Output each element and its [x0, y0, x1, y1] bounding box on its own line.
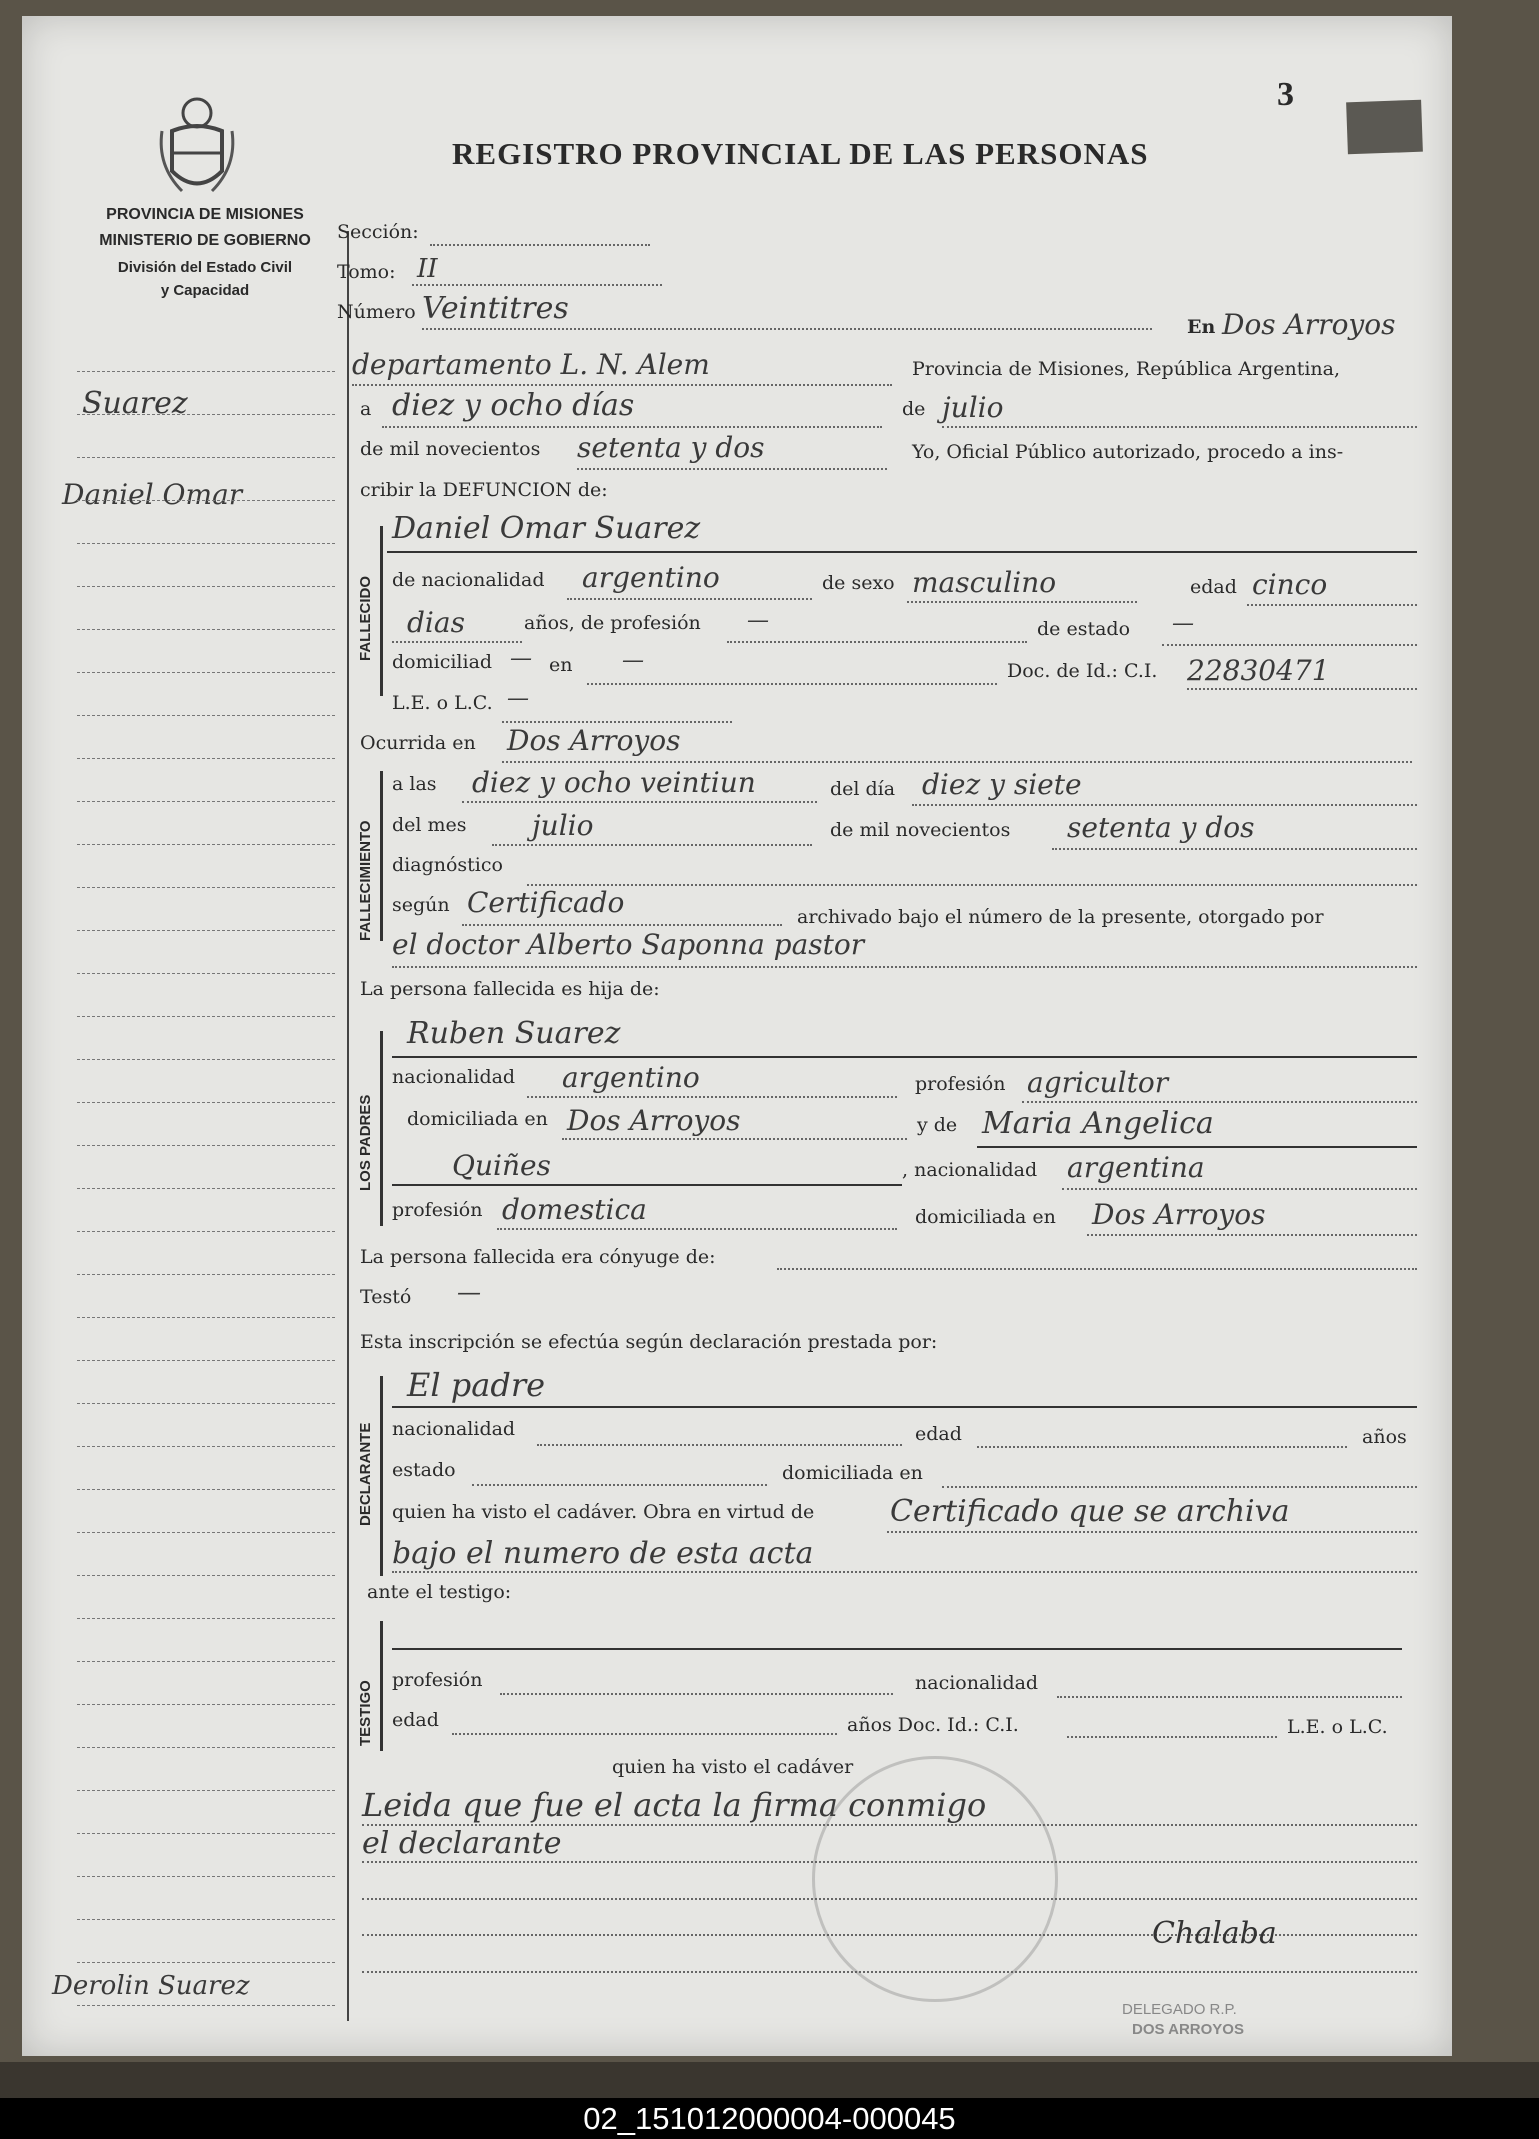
value-sexo: masculino — [912, 566, 1057, 599]
value-padre-domicilio: Dos Arroyos — [567, 1104, 741, 1137]
field-departamento — [352, 384, 892, 386]
label-del-mes: del mes — [392, 814, 467, 836]
value-dia: diez y ocho días — [392, 388, 635, 423]
label-profesion-padre: profesión — [915, 1073, 1006, 1095]
margin-rule-line — [77, 629, 335, 630]
label-de: de — [902, 398, 926, 420]
value-numero: Veintitres — [422, 291, 569, 326]
field-profesion-testigo — [500, 1693, 893, 1695]
label-estado-declarante: estado — [392, 1459, 456, 1481]
division-line-2: y Capacidad — [160, 282, 250, 299]
bracket-testigo — [380, 1621, 387, 1751]
value-lugar: Dos Arroyos — [1222, 308, 1396, 341]
field-madre-apellido — [392, 1184, 902, 1186]
field-padre-profesion — [1022, 1101, 1417, 1103]
value-anio: setenta y dos — [577, 431, 765, 464]
corner-stamp — [1346, 100, 1423, 155]
value-tomo: II — [417, 254, 438, 284]
field-obra-virtud-2 — [392, 1571, 1417, 1573]
label-de-nacionalidad: de nacionalidad — [392, 569, 545, 591]
field-madre-domicilio — [1087, 1234, 1417, 1236]
value-nacionalidad: argentino — [582, 561, 720, 594]
document-page — [22, 16, 1452, 2056]
page-number: 3 — [1277, 76, 1294, 113]
label-a-las: a las — [392, 773, 437, 795]
margin-rule-line — [77, 1661, 335, 1662]
division-line-1: División del Estado Civil — [117, 259, 293, 276]
page-title: REGISTRO PROVINCIAL DE LAS PERSONAS — [452, 136, 1149, 171]
value-mes-muerte: julio — [532, 809, 594, 842]
margin-rule-line — [77, 371, 335, 372]
margin-rule-line — [77, 844, 335, 845]
bracket-padres — [380, 1031, 387, 1226]
value-padre-nacionalidad: argentino — [562, 1061, 700, 1094]
label-de-mil: de mil novecientos — [360, 438, 541, 460]
label-y-de: y de — [917, 1114, 958, 1136]
margin-rule-line — [77, 457, 335, 458]
section-declarante: DECLARANTE — [357, 1422, 374, 1526]
field-nacionalidad — [567, 598, 812, 600]
field-estado — [1162, 644, 1417, 646]
field-madre — [977, 1146, 1417, 1148]
ministry-name: MINISTERIO DE GOBIERNO — [99, 232, 311, 249]
field-padre-nacionalidad — [527, 1096, 897, 1098]
field-profesion — [727, 641, 1027, 643]
value-madre-profesion: domestica — [502, 1193, 647, 1226]
label-en-domicilio: en — [549, 654, 573, 676]
section-fallecido: FALLECIDO — [357, 576, 374, 661]
image-id-footer: 02_151012000004-000045 — [0, 2098, 1539, 2139]
field-dia-muerte — [912, 804, 1417, 806]
label-de-estado: de estado — [1037, 618, 1131, 640]
margin-rule-line — [77, 586, 335, 587]
field-mes-muerte — [492, 844, 812, 846]
label-domiciliada-en-declarante: domiciliada en — [782, 1462, 923, 1484]
value-madre-apellido: Quiñes — [452, 1149, 551, 1182]
label-tomo: Tomo: — [337, 261, 396, 283]
field-padre — [392, 1056, 1417, 1058]
label-nacionalidad-declarante: nacionalidad — [392, 1418, 516, 1440]
official-seal — [812, 1756, 1058, 2002]
field-otorgado-por — [392, 966, 1417, 968]
province-name: PROVINCIA DE MISIONES — [106, 206, 304, 223]
field-le — [502, 721, 732, 723]
margin-rule-line — [77, 930, 335, 931]
value-ci: 22830471 — [1187, 654, 1330, 687]
label-numero: Número — [337, 301, 416, 323]
value-mes: julio — [942, 391, 1004, 424]
field-declarante — [392, 1406, 1417, 1408]
value-madre: Maria Angelica — [982, 1106, 1214, 1141]
label-anos-profesion: años, de profesión — [524, 612, 701, 634]
margin-rule-line — [77, 1059, 335, 1060]
margin-rule-line — [77, 1618, 335, 1619]
value-domicilio-en: — — [622, 648, 644, 673]
label-edad-testigo: edad — [392, 1709, 439, 1731]
field-segun — [462, 924, 782, 926]
margin-rule-line — [77, 1446, 335, 1447]
value-le: — — [507, 686, 529, 711]
margin-rule-line — [77, 1360, 335, 1361]
label-le-lc-testigo: L.E. o L.C. — [1287, 1716, 1388, 1738]
margin-rule-line — [77, 715, 335, 716]
label-cribir: cribir la DEFUNCION de: — [360, 479, 608, 501]
value-estado: — — [1172, 611, 1194, 636]
label-domiciliada-en-padre: domiciliada en — [407, 1108, 548, 1130]
label-ocurrida: Ocurrida en — [360, 732, 476, 754]
scan-bottom-band — [0, 2062, 1539, 2098]
field-seccion — [430, 244, 650, 246]
value-hora: diez y ocho veintiun — [472, 766, 756, 799]
value-madre-domicilio: Dos Arroyos — [1092, 1198, 1266, 1231]
field-testigo-nombre — [392, 1648, 1402, 1650]
margin-surname: Suarez — [82, 386, 188, 421]
margin-rule-line — [77, 1532, 335, 1533]
field-nacionalidad-testigo — [1057, 1696, 1402, 1698]
margin-divider — [347, 231, 349, 2021]
value-segun: Certificado — [467, 886, 625, 919]
field-conyuge — [777, 1268, 1417, 1270]
margin-rule-line — [77, 973, 335, 974]
field-ocurrida — [502, 761, 1412, 763]
value-padre: Ruben Suarez — [407, 1016, 621, 1051]
value-padre-profesion: agricultor — [1027, 1066, 1169, 1099]
margin-rule-line — [77, 1919, 335, 1920]
margin-rule-line — [77, 1102, 335, 1103]
section-testigo: TESTIGO — [357, 1680, 374, 1746]
value-obra-virtud-2: bajo el numero de esta acta — [392, 1536, 814, 1571]
margin-rule-line — [77, 1317, 335, 1318]
field-ci-testigo — [1067, 1736, 1277, 1738]
label-nacionalidad-padre: nacionalidad — [392, 1066, 516, 1088]
field-tomo — [412, 284, 662, 286]
label-profesion-testigo: profesión — [392, 1669, 483, 1691]
margin-rule-line — [77, 1489, 335, 1490]
label-conyuge: La persona fallecida era cónyuge de: — [360, 1246, 716, 1268]
margin-rule-line — [77, 1833, 335, 1834]
label-de-mil-nov: de mil novecientos — [830, 819, 1011, 841]
label-domiciliad: domiciliad — [392, 651, 493, 673]
value-madre-nacionalidad: argentina — [1067, 1151, 1205, 1184]
label-seccion: Sección: — [337, 221, 419, 243]
margin-rule-line — [77, 672, 335, 673]
margin-signature: Derolin Suarez — [52, 1971, 250, 2001]
section-fallecimiento: FALLECIMIENTO — [357, 820, 374, 941]
value-cierre-2: el declarante — [362, 1826, 562, 1861]
value-profesion: — — [747, 608, 769, 633]
official-signature: Chalaba — [1152, 1916, 1277, 1951]
field-madre-profesion — [497, 1228, 897, 1230]
field-domicilio — [587, 683, 997, 685]
bracket-declarante — [380, 1376, 387, 1576]
value-dia-muerte: diez y siete — [922, 768, 1082, 801]
margin-rule-line — [77, 1403, 335, 1404]
label-le-lc: L.E. o L.C. — [392, 692, 493, 714]
label-diagnostico: diagnóstico — [392, 854, 503, 876]
label-coma-nacionalidad: , nacionalidad — [902, 1159, 1038, 1181]
label-de-sexo: de sexo — [822, 572, 895, 594]
label-archivado: archivado bajo el número de la presente, otorgado por — [797, 906, 1324, 928]
field-dia — [382, 426, 882, 428]
margin-rule-line — [77, 414, 335, 415]
margin-given-names: Daniel Omar — [62, 478, 243, 511]
section-los-padres: LOS PADRES — [357, 1094, 374, 1191]
bracket-fallecimiento — [380, 771, 387, 941]
margin-rule-line — [77, 758, 335, 759]
stamp-line-1: DELEGADO R.P. — [1122, 2001, 1237, 2018]
label-profesion-madre: profesión — [392, 1199, 483, 1221]
coat-of-arms-icon — [152, 91, 242, 211]
value-declarante: El padre — [407, 1366, 546, 1404]
margin-rule-line — [77, 1790, 335, 1791]
label-ante-testigo: ante el testigo: — [367, 1581, 512, 1603]
label-del-dia: del día — [830, 778, 896, 800]
field-sexo — [907, 601, 1137, 603]
margin-rule-line — [77, 1231, 335, 1232]
field-nombre — [387, 551, 1417, 553]
margin-rule-line — [77, 1274, 335, 1275]
field-edad-unidad — [392, 641, 522, 643]
margin-rule-line — [77, 543, 335, 544]
value-nombre: Daniel Omar Suarez — [392, 511, 701, 546]
value-anio-muerte: setenta y dos — [1067, 811, 1255, 844]
field-anio-muerte — [1052, 848, 1417, 850]
field-obra-virtud — [887, 1531, 1417, 1533]
margin-rule-line — [77, 1575, 335, 1576]
label-yo-oficial: Yo, Oficial Público autorizado, procedo a ins- — [912, 441, 1344, 463]
label-en: En — [1187, 316, 1216, 338]
label-anos-doc: años Doc. Id.: C.I. — [847, 1714, 1019, 1736]
field-diagnostico — [527, 884, 1417, 886]
field-nacionalidad-declarante — [537, 1444, 902, 1446]
field-hora — [462, 801, 817, 803]
field-edad — [1247, 604, 1417, 606]
field-mes — [942, 426, 1417, 428]
label-a: a — [360, 398, 372, 420]
field-madre-nacionalidad — [1062, 1188, 1417, 1190]
margin-rule-line — [77, 1188, 335, 1189]
label-domiciliada-en-madre: domiciliada en — [915, 1206, 1056, 1228]
margin-rule-line — [77, 887, 335, 888]
stamp-line-2: DOS ARROYOS — [1132, 2021, 1244, 2038]
binding-edge — [0, 0, 22, 2139]
label-edad: edad — [1190, 576, 1237, 598]
margin-rule-line — [77, 500, 335, 501]
value-otorgado-por: el doctor Alberto Saponna pastor — [392, 928, 865, 961]
bracket-fallecido — [380, 526, 387, 696]
label-quien-cadaver: quien ha visto el cadáver. Obra en virtud de — [392, 1501, 815, 1523]
field-edad-declarante — [977, 1446, 1347, 1448]
value-obra-virtud: Certificado que se archiva — [890, 1494, 1290, 1529]
value-edad-unidad: dias — [407, 606, 465, 639]
label-nacionalidad-testigo: nacionalidad — [915, 1672, 1039, 1694]
margin-rule-line — [77, 801, 335, 802]
field-anio — [577, 468, 887, 470]
field-estado-declarante — [472, 1484, 767, 1486]
margin-rule-line — [77, 2005, 335, 2006]
field-edad-testigo — [452, 1733, 837, 1735]
margin-rule-line — [77, 1145, 335, 1146]
field-ci — [1187, 688, 1417, 690]
label-doc-id: Doc. de Id.: C.I. — [1007, 660, 1158, 682]
field-domicilio-declarante — [942, 1486, 1417, 1488]
label-inscripcion: Esta inscripción se efectúa según declaración prestada por: — [360, 1331, 938, 1353]
value-domicilio: — — [510, 646, 532, 671]
label-edad-declarante: edad — [915, 1423, 962, 1445]
label-testo: Testó — [360, 1286, 412, 1308]
margin-rule-line — [77, 1747, 335, 1748]
value-edad: cinco — [1252, 568, 1328, 601]
label-segun: según — [392, 894, 450, 916]
label-hija-de: La persona fallecida es hija de: — [360, 978, 660, 1000]
value-departamento: departamento L. N. Alem — [352, 348, 710, 381]
margin-rule-line — [77, 1016, 335, 1017]
field-padre-domicilio — [562, 1138, 907, 1140]
margin-rule-line — [77, 1962, 335, 1963]
label-anos-declarante: años — [1362, 1426, 1407, 1448]
label-quien-cadaver-testigo: quien ha visto el cadáver — [612, 1756, 854, 1778]
margin-rule-line — [77, 1876, 335, 1877]
label-provincia: Provincia de Misiones, República Argentina, — [912, 358, 1341, 380]
value-testo: — — [457, 1278, 481, 1306]
margin-rule-line — [77, 1704, 335, 1705]
value-ocurrida-en: Dos Arroyos — [507, 724, 681, 757]
field-numero — [422, 328, 1152, 330]
value-cierre-1: Leida que fue el acta la firma conmigo — [362, 1786, 987, 1824]
